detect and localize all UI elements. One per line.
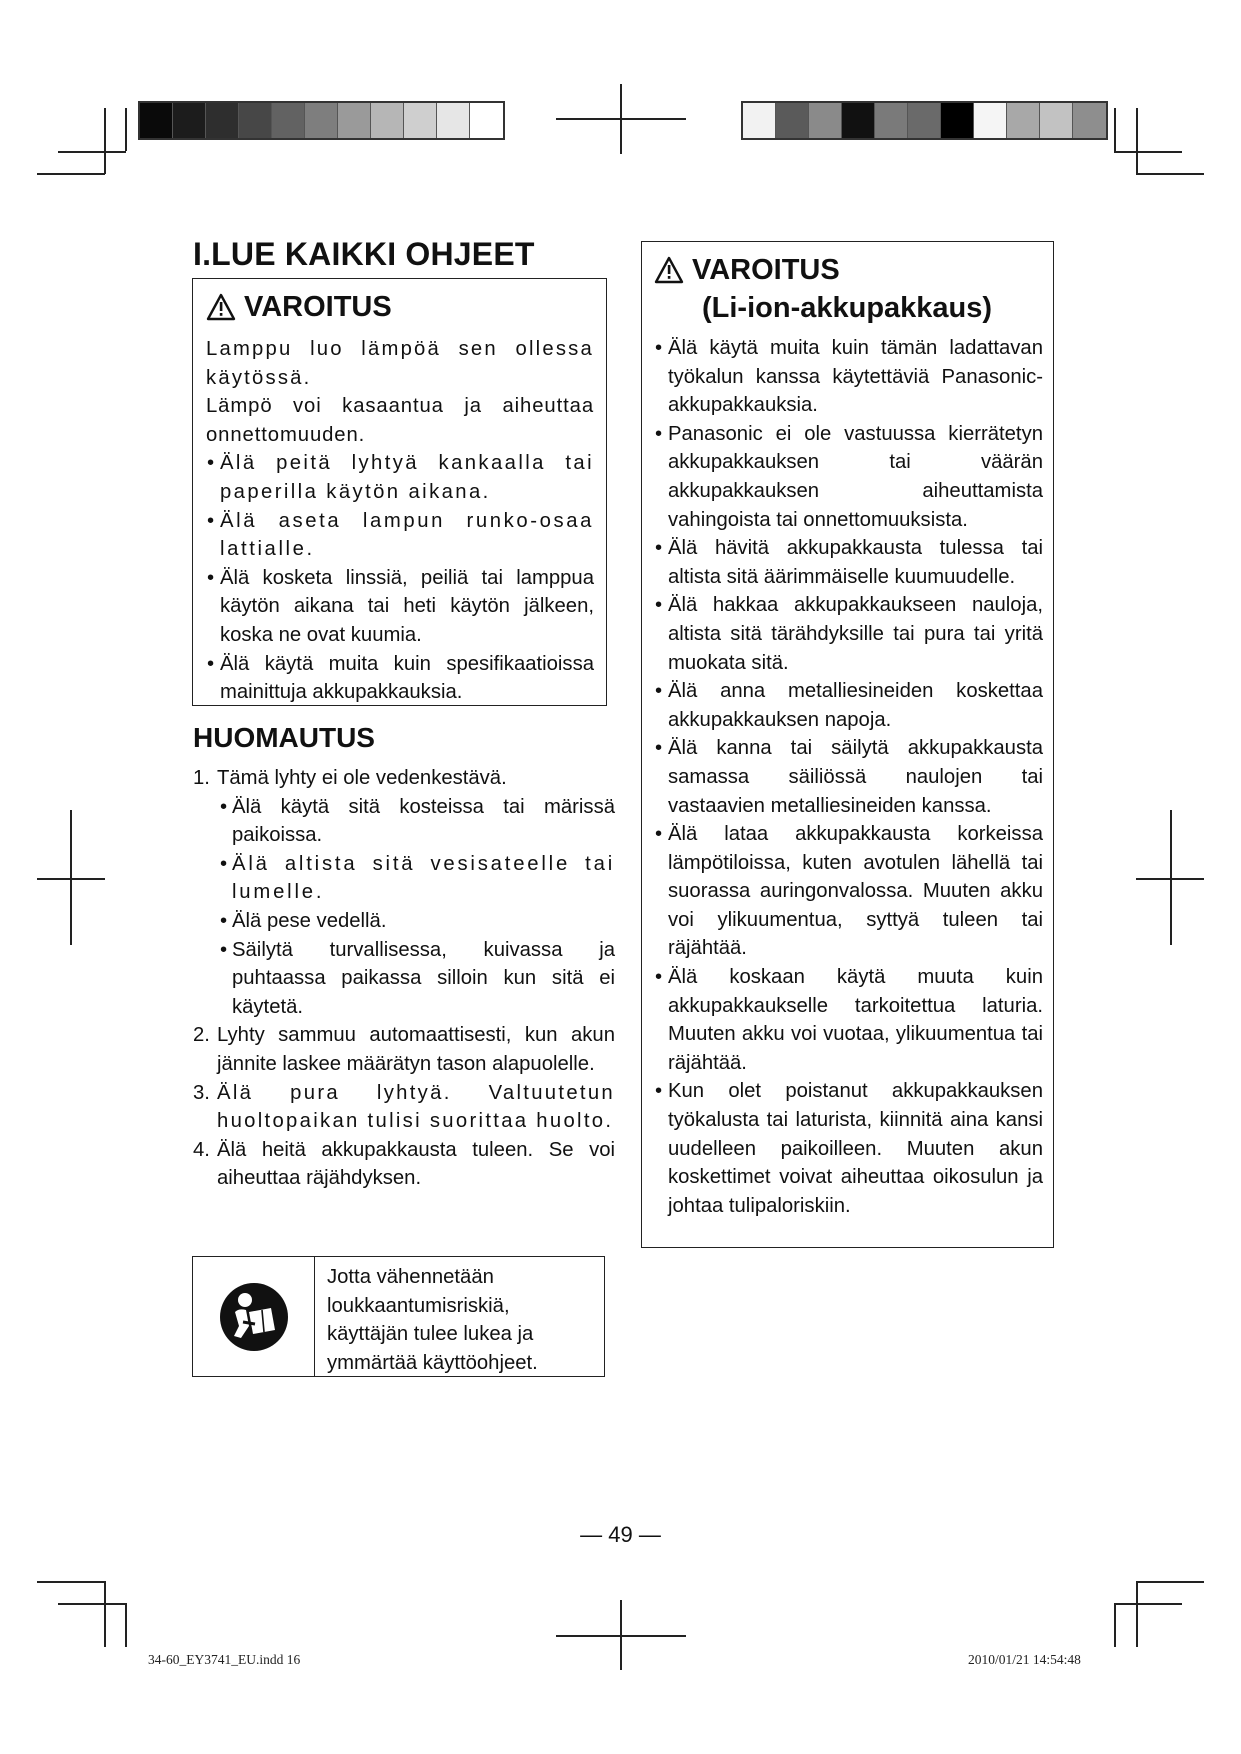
battery-warning-bullet: • Älä käytä muita kuin tämän ladattavan työkalun kanssa käytettäviä Panasonic-akkupakkauksia.: [654, 334, 1043, 420]
color-swatch: [743, 103, 776, 138]
read-manual-text: Jotta vähennetään: [327, 1266, 494, 1288]
color-swatch: [206, 103, 239, 138]
warning-subheading: (Li-ion-akkupakkaus): [702, 292, 993, 324]
note-sub-bullet: • Älä käytä sitä kosteissa tai märissä paikoissa.: [193, 793, 615, 850]
color-swatch: [338, 103, 371, 138]
color-swatch: [1040, 103, 1073, 138]
read-manual-box: [192, 1256, 605, 1377]
battery-warning-bullet: • Älä hakkaa akkupakkaukseen nauloja, altista sitä tärähdyksille tai pura tai yritä muokata sitä.: [654, 591, 1043, 677]
note-item: 3. Älä pura lyhtyä. Valtuutetun huoltopaikan tulisi suorittaa huolto.: [193, 1081, 615, 1133]
color-swatch: [776, 103, 809, 138]
footer-timestamp: 2010/01/21 14:54:48: [968, 1652, 1081, 1667]
warning-intro-1: Lamppu luo lämpöä sen ollessa käytössä.: [206, 338, 594, 389]
color-swatch: [305, 103, 338, 138]
battery-warning-bullet: • Älä anna metalliesineiden koskettaa akkupakkauksen napoja.: [654, 677, 1043, 734]
battery-warning-bullet: • Kun olet poistanut akkupakkauksen työkalusta tai laturista, kiinnitä aina kansi uudelleen paikoilleen. Muuten akun koskettimet voivat aiheuttaa oikosulun ja johtaa tulipaloriskiin.: [654, 1077, 1043, 1220]
page-title: I.LUE KAIKKI OHJEET: [193, 236, 535, 272]
warning-bullet: • Älä aseta lampun runko-osaa lattialle.: [206, 507, 594, 564]
battery-warning-bullet: • Älä kanna tai säilytä akkupakkausta samassa säiliössä naulojen tai vastaavien metalliesineiden kanssa.: [654, 734, 1043, 820]
warning-bullet: • Älä kosketa linssiä, peiliä tai lamppua käytön aikana tai heti käytön jälkeen, koska ne ovat kuumia.: [206, 564, 594, 650]
note-item: 4. Älä heitä akkupakkausta tuleen. Se voi aiheuttaa räjähdyksen.: [193, 1138, 615, 1190]
color-bar-left: [138, 101, 505, 140]
color-swatch: [239, 103, 272, 138]
battery-warning-bullet: • Älä koskaan käytä muuta kuin akkupakkaukselle tarkoitettua laturia. Muuten akku voi vuotaa, ylikuumentua tai räjähtää.: [654, 963, 1043, 1077]
note-list: [193, 764, 615, 1193]
color-swatch: [875, 103, 908, 138]
read-manual-icon: [219, 1282, 289, 1352]
color-swatch: [437, 103, 470, 138]
color-swatch: [371, 103, 404, 138]
warning-box-battery: [641, 241, 1054, 1248]
footer-filename: 34-60_EY3741_EU.indd 16: [148, 1652, 301, 1667]
battery-warning-bullet: • Panasonic ei ole vastuussa kierrätetyn akkupakkauksen tai väärän akkupakkauksen aiheuttamista vahingoista tai onnettomuuksista.: [654, 420, 1043, 534]
warning-intro-2: Lämpö voi kasaantua ja aiheuttaa onnettomuuden.: [206, 395, 594, 446]
battery-warning-bullet: • Älä lataa akkupakkausta korkeissa lämpötiloissa, kuten avotulen lähellä tai suorassa auringonvalossa. Muuten akku voi ylikuumentua, syttyä tuleen tai räjähtää.: [654, 820, 1043, 963]
note-item: 2. Lyhty sammuu automaattisesti, kun akun jännite laskee määrätyn tason alapuolelle.: [193, 1024, 615, 1075]
color-swatch: [809, 103, 842, 138]
note-sub-bullet: • Älä altista sitä vesisateelle tai lumelle.: [193, 850, 615, 907]
color-swatch: [470, 103, 503, 138]
color-swatch: [842, 103, 875, 138]
note-heading: HUOMAUTUS: [193, 722, 375, 753]
warning-triangle-icon: [654, 256, 684, 284]
color-swatch: [404, 103, 437, 138]
warning-bullet: • Älä peitä lyhtyä kankaalla tai paperilla käytön aikana.: [206, 449, 594, 506]
warning-triangle-icon: [206, 293, 236, 321]
color-swatch: [941, 103, 974, 138]
warning-heading: VAROITUS: [654, 248, 1043, 292]
color-swatch: [974, 103, 1007, 138]
warning-bullet: • Älä käytä muita kuin spesifikaatioissa mainittuja akkupakkauksia.: [206, 650, 594, 707]
color-swatch: [140, 103, 173, 138]
note-sub-bullet: • Säilytä turvallisessa, kuivassa ja puhtaassa paikassa silloin kun sitä ei käytetä.: [193, 936, 615, 1022]
note-item: 1. Tämä lyhty ei ole vedenkestävä.: [193, 767, 507, 789]
warning-box-lamp: [192, 278, 607, 706]
color-swatch: [173, 103, 206, 138]
color-swatch: [272, 103, 305, 138]
color-swatch: [908, 103, 941, 138]
battery-warning-bullet: • Älä hävitä akkupakkausta tulessa tai altista sitä äärimmäiselle kuumuudelle.: [654, 534, 1043, 591]
color-bar-right: [741, 101, 1108, 140]
read-manual-text: käyttäjän tulee lukea ja: [327, 1323, 534, 1346]
color-swatch: [1007, 103, 1040, 138]
page-number: — 49 —: [580, 1522, 661, 1547]
note-sub-bullet: • Älä pese vedellä.: [193, 907, 615, 936]
read-manual-text: ymmärtää käyttöohjeet.: [327, 1351, 538, 1374]
read-manual-text: loukkaantumisriskiä,: [327, 1294, 510, 1317]
color-swatch: [1073, 103, 1106, 138]
warning-heading: VAROITUS: [206, 285, 594, 329]
